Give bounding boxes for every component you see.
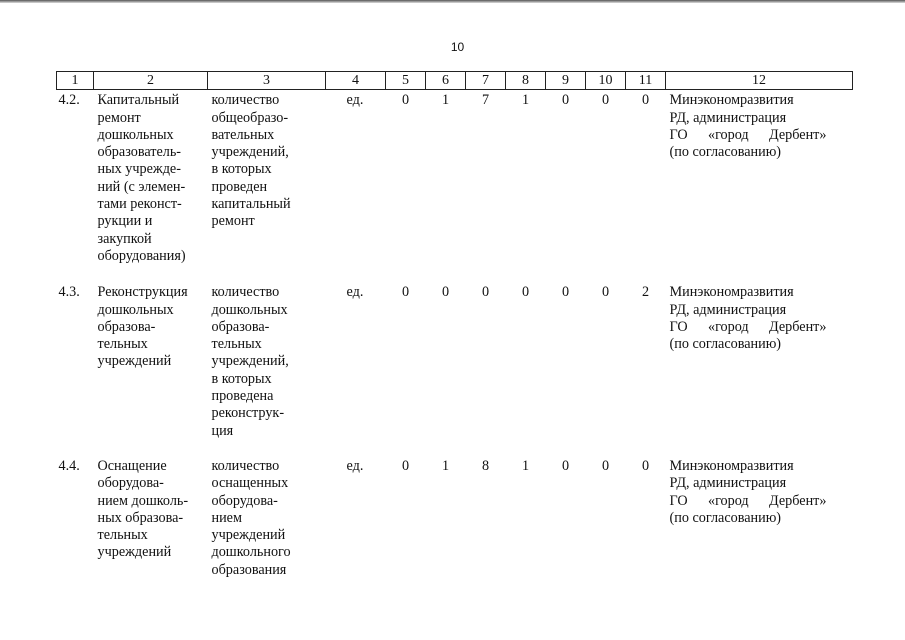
indicator-line: учреждений xyxy=(211,527,286,544)
executor xyxy=(666,440,853,579)
name-line: рукции и xyxy=(97,213,153,230)
column-header: 4 xyxy=(326,72,386,90)
value-cell: 0 xyxy=(601,284,610,301)
value-cell: 0 xyxy=(561,284,570,301)
executor-line: Минэкономразвития xyxy=(669,92,794,109)
indicator-line: количество xyxy=(211,92,280,109)
unit: ед. xyxy=(346,284,364,301)
name-line: дошкольных xyxy=(97,301,174,318)
executor-word: ГО xyxy=(669,318,688,335)
table-row xyxy=(57,90,853,267)
row-number: 4.2. xyxy=(58,92,80,109)
table-row xyxy=(57,440,853,579)
name-line: ремонт xyxy=(97,109,141,126)
name-line: образова- xyxy=(97,318,156,335)
indicator-line: оборудова- xyxy=(211,492,278,509)
table-header-row xyxy=(57,72,853,90)
name-line: ных учрежде- xyxy=(97,161,181,178)
executor-line: РД, администрация xyxy=(669,475,787,492)
value-cell: 0 xyxy=(401,284,410,301)
executor-line: Минэкономразвития xyxy=(669,284,794,301)
executor-word: ГО xyxy=(669,126,688,143)
row-number: 4.4. xyxy=(58,457,80,474)
page-number: 10 xyxy=(450,40,465,54)
executor-word: Дербент» xyxy=(769,126,827,143)
name-line: учреждений xyxy=(97,544,172,561)
name-line: Капитальный xyxy=(97,92,180,109)
column-header: 12 xyxy=(666,72,853,90)
value-cell: 0 xyxy=(561,92,570,109)
indicator-line: ремонт xyxy=(211,213,255,230)
indicator xyxy=(208,90,326,267)
value-cell: 0 xyxy=(641,92,650,109)
executor-word: «город xyxy=(707,492,749,509)
measure-name xyxy=(94,90,208,267)
indicator-line: образования xyxy=(211,561,287,578)
executor-line-justified xyxy=(670,319,827,336)
indicator-line: проведен xyxy=(211,178,268,195)
indicator-line: образова- xyxy=(211,318,270,335)
executor xyxy=(666,266,853,440)
name-line: тами реконст- xyxy=(97,196,182,213)
executor-line-justified xyxy=(670,127,827,144)
executor-line: (по согласованию) xyxy=(669,509,782,526)
column-header: 3 xyxy=(208,72,326,90)
name-line: тельных xyxy=(97,336,148,353)
value-cell: 0 xyxy=(401,457,410,474)
indicator xyxy=(208,266,326,440)
indicator-line: вательных xyxy=(211,126,275,143)
name-line: Реконструкция xyxy=(97,284,188,301)
measure-name xyxy=(94,440,208,579)
column-header: 8 xyxy=(506,72,546,90)
indicator-line: капитальный xyxy=(211,196,291,213)
executor-line: РД, администрация xyxy=(669,109,787,126)
executor-word: «город xyxy=(707,318,749,335)
value-cell: 1 xyxy=(521,457,530,474)
name-line: Оснащение xyxy=(97,457,167,474)
indicator-line: учреждений, xyxy=(211,353,289,370)
program-table xyxy=(56,71,852,579)
column-header: 1 xyxy=(57,72,94,90)
value-cell: 7 xyxy=(481,92,490,109)
indicator xyxy=(208,440,326,579)
indicator-line: количество xyxy=(211,457,280,474)
value-cell: 0 xyxy=(561,457,570,474)
indicator-line: нием xyxy=(211,509,242,526)
indicator-line: количество xyxy=(211,284,280,301)
name-line: ных образова- xyxy=(97,509,184,526)
indicator-line: дошкольного xyxy=(211,544,291,561)
unit: ед. xyxy=(346,92,364,109)
value-cell: 0 xyxy=(401,92,410,109)
name-line: образователь- xyxy=(97,144,182,161)
value-cell: 1 xyxy=(521,92,530,109)
name-line: закупкой xyxy=(97,230,152,247)
indicator-line: тельных xyxy=(211,336,262,353)
executor-word: «город xyxy=(707,126,749,143)
value-cell: 1 xyxy=(441,457,450,474)
unit: ед. xyxy=(346,457,364,474)
column-header: 9 xyxy=(546,72,586,90)
value-cell: 0 xyxy=(441,284,450,301)
executor-line: Минэкономразвития xyxy=(669,457,794,474)
executor-line: (по согласованию) xyxy=(669,144,782,161)
indicator-line: учреждений, xyxy=(211,144,289,161)
scan-top-edge xyxy=(0,0,905,3)
value-cell: 0 xyxy=(601,457,610,474)
name-line: дошкольных xyxy=(97,126,174,143)
executor-line: (по согласованию) xyxy=(669,336,782,353)
column-header: 5 xyxy=(386,72,426,90)
executor-word: ГО xyxy=(669,492,688,509)
column-header: 6 xyxy=(426,72,466,90)
name-line: нием дошколь- xyxy=(97,492,189,509)
indicator-line: оснащенных xyxy=(211,475,289,492)
name-line: учреждений xyxy=(97,353,172,370)
column-header: 2 xyxy=(94,72,208,90)
indicator-line: проведена xyxy=(211,388,274,405)
value-cell: 2 xyxy=(641,284,650,301)
executor-word: Дербент» xyxy=(769,492,827,509)
column-header: 11 xyxy=(626,72,666,90)
executor-word: Дербент» xyxy=(769,318,827,335)
indicator-line: в которых xyxy=(211,370,272,387)
name-line: тельных xyxy=(97,527,148,544)
executor-line-justified xyxy=(670,493,827,510)
value-cell: 0 xyxy=(481,284,490,301)
indicator-line: реконструк- xyxy=(211,405,285,422)
column-header: 10 xyxy=(586,72,626,90)
indicator-line: в которых xyxy=(211,161,272,178)
indicator-line: ция xyxy=(211,422,234,439)
row-number: 4.3. xyxy=(58,284,80,301)
indicator-line: дошкольных xyxy=(211,301,288,318)
table-row xyxy=(57,266,853,440)
name-line: оборудования) xyxy=(97,247,186,264)
name-line: оборудова- xyxy=(97,475,164,492)
value-cell: 1 xyxy=(441,92,450,109)
measure-name xyxy=(94,266,208,440)
indicator-line: общеобразо- xyxy=(211,109,289,126)
name-line: ний (с элемен- xyxy=(97,178,186,195)
value-cell: 0 xyxy=(521,284,530,301)
column-header: 7 xyxy=(466,72,506,90)
executor-line: РД, администрация xyxy=(669,301,787,318)
value-cell: 0 xyxy=(601,92,610,109)
executor xyxy=(666,90,853,267)
value-cell: 0 xyxy=(641,457,650,474)
value-cell: 8 xyxy=(481,457,490,474)
